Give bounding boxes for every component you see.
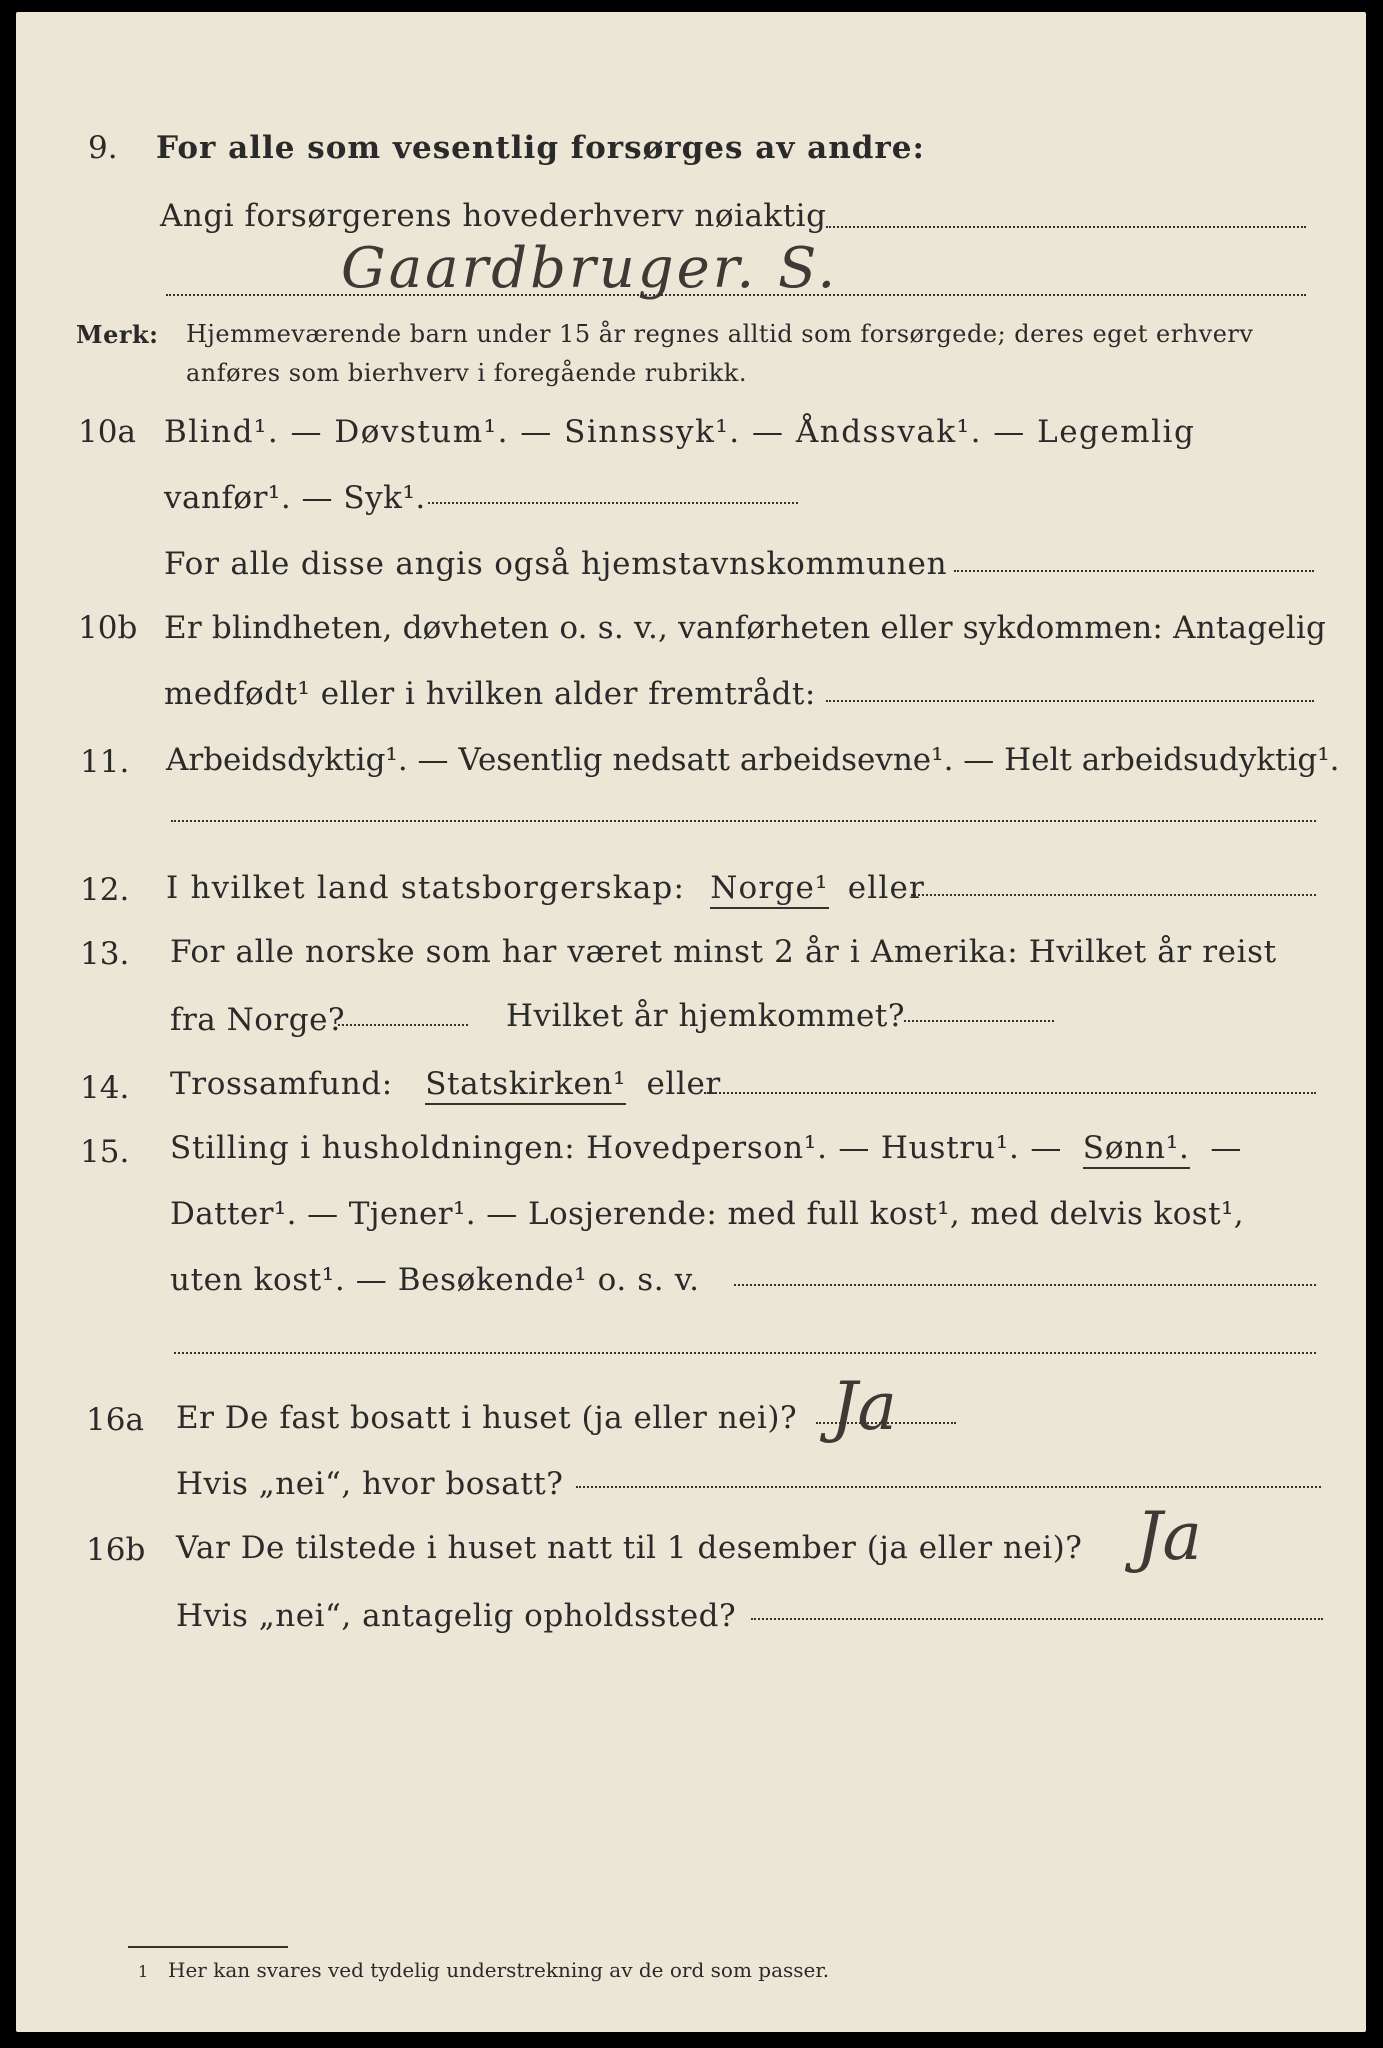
merk-label: Merk: xyxy=(76,320,159,349)
q10b-line1: Er blindheten, døvheten o. s. v., vanførheten eller sykdommen: Antagelig xyxy=(164,610,1327,646)
merk-line2: anføres som bierhverv i foregående rubrikk. xyxy=(186,359,747,387)
footnote-rule xyxy=(128,1946,288,1948)
q10a-number: 10a xyxy=(78,414,136,450)
q9-line2-fill xyxy=(826,226,1306,228)
q16a-line1-fill xyxy=(816,1422,956,1424)
q15-line1 xyxy=(170,1130,1242,1166)
merk-line1: Hjemmeværende barn under 15 år regnes alltid som forsørgede; deres eget erhverv xyxy=(186,320,1254,348)
q10a-line2: vanfør¹. — Syk¹. xyxy=(164,480,426,516)
q10b-line2: medfødt¹ eller i hvilken alder fremtrådt: xyxy=(164,676,816,712)
q9-line2: Angi forsørgerens hovederhverv nøiaktig xyxy=(160,198,827,234)
q16a-line2-fill xyxy=(576,1486,1321,1488)
q11-number: 11. xyxy=(80,744,130,780)
q14-fill xyxy=(704,1092,1316,1094)
footnote-text: Her kan svares ved tydelig understrekning av de ord som passer. xyxy=(168,1958,830,1982)
q14-suffix: eller xyxy=(646,1066,721,1102)
q9-number: 9. xyxy=(88,130,118,166)
q15-line1c: — xyxy=(1210,1130,1243,1166)
q12-suffix: eller xyxy=(847,870,926,906)
census-form-page xyxy=(16,12,1366,2032)
q15-line2: Datter¹. — Tjener¹. — Losjerende: med full kost¹, med delvis kost¹, xyxy=(170,1196,1245,1232)
footnote-mark: 1 xyxy=(138,1962,149,1981)
q14-number: 14. xyxy=(80,1070,130,1106)
q13-number: 13. xyxy=(80,936,130,972)
q10b-number: 10b xyxy=(78,610,138,646)
q9-handwritten-answer: Gaardbruger. S. xyxy=(341,236,839,301)
q16a-line1: Er De fast bosatt i huset (ja eller nei)? xyxy=(176,1400,798,1436)
q16a-line2: Hvis „nei“, hvor bosatt? xyxy=(176,1466,564,1502)
q10a-line3: For alle disse angis også hjemstavnskommunen xyxy=(164,546,948,582)
q12-text xyxy=(166,870,925,906)
q14-text xyxy=(170,1066,721,1102)
q15-line3-fill xyxy=(734,1284,1316,1286)
q10a-line2-fill xyxy=(428,502,798,504)
q14-option-statskirken[interactable]: Statskirken¹ xyxy=(425,1066,626,1105)
q13-line2b-fill xyxy=(904,1020,1054,1022)
q10b-line2-fill xyxy=(826,700,1314,702)
q13-line2a-fill xyxy=(338,1024,468,1026)
q15-option-sonn[interactable]: Sønn¹. xyxy=(1083,1130,1190,1169)
q9-line1: For alle som vesentlig forsørges av andre: xyxy=(156,130,925,166)
q15-line3: uten kost¹. — Besøkende¹ o. s. v. xyxy=(170,1262,700,1298)
q12-fill xyxy=(911,894,1316,896)
q15-extra-line xyxy=(174,1352,1316,1354)
q15-line1a: Stilling i husholdningen: Hovedperson¹. — Hustru¹. — xyxy=(170,1130,1063,1166)
q9-answer-line xyxy=(166,294,1306,296)
q11-extra-line xyxy=(171,820,1316,822)
q13-line1: For alle norske som har været minst 2 år i Amerika: Hvilket år reist xyxy=(170,934,1277,970)
q16b-line1: Var De tilstede i huset natt til 1 desember (ja eller nei)? xyxy=(176,1530,1083,1566)
q16a-number: 16a xyxy=(86,1402,144,1438)
q13-line2b: Hvilket år hjemkommet? xyxy=(506,998,905,1034)
q16b-line2-fill xyxy=(751,1618,1323,1620)
q16b-line2: Hvis „nei“, antagelig opholdssted? xyxy=(176,1598,737,1634)
q12-prefix: I hvilket land statsborgerskap: xyxy=(166,870,686,906)
q11-line1: Arbeidsdyktig¹. — Vesentlig nedsatt arbeidsevne¹. — Helt arbeidsudyktig¹. xyxy=(166,742,1340,778)
q12-option-norge[interactable]: Norge¹ xyxy=(710,870,828,909)
q12-number: 12. xyxy=(80,872,130,908)
q16b-handwritten-answer: Ja xyxy=(1136,1498,1202,1575)
q10a-line1: Blind¹. — Døvstum¹. — Sinnssyk¹. — Åndssvak¹. — Legemlig xyxy=(164,414,1196,450)
q13-line2a: fra Norge? xyxy=(170,1002,346,1038)
q14-prefix: Trossamfund: xyxy=(170,1066,393,1102)
q15-number: 15. xyxy=(80,1134,130,1170)
q10a-line3-fill xyxy=(954,570,1314,572)
q16a-handwritten-answer: Ja xyxy=(831,1368,897,1445)
q16b-number: 16b xyxy=(86,1532,146,1568)
